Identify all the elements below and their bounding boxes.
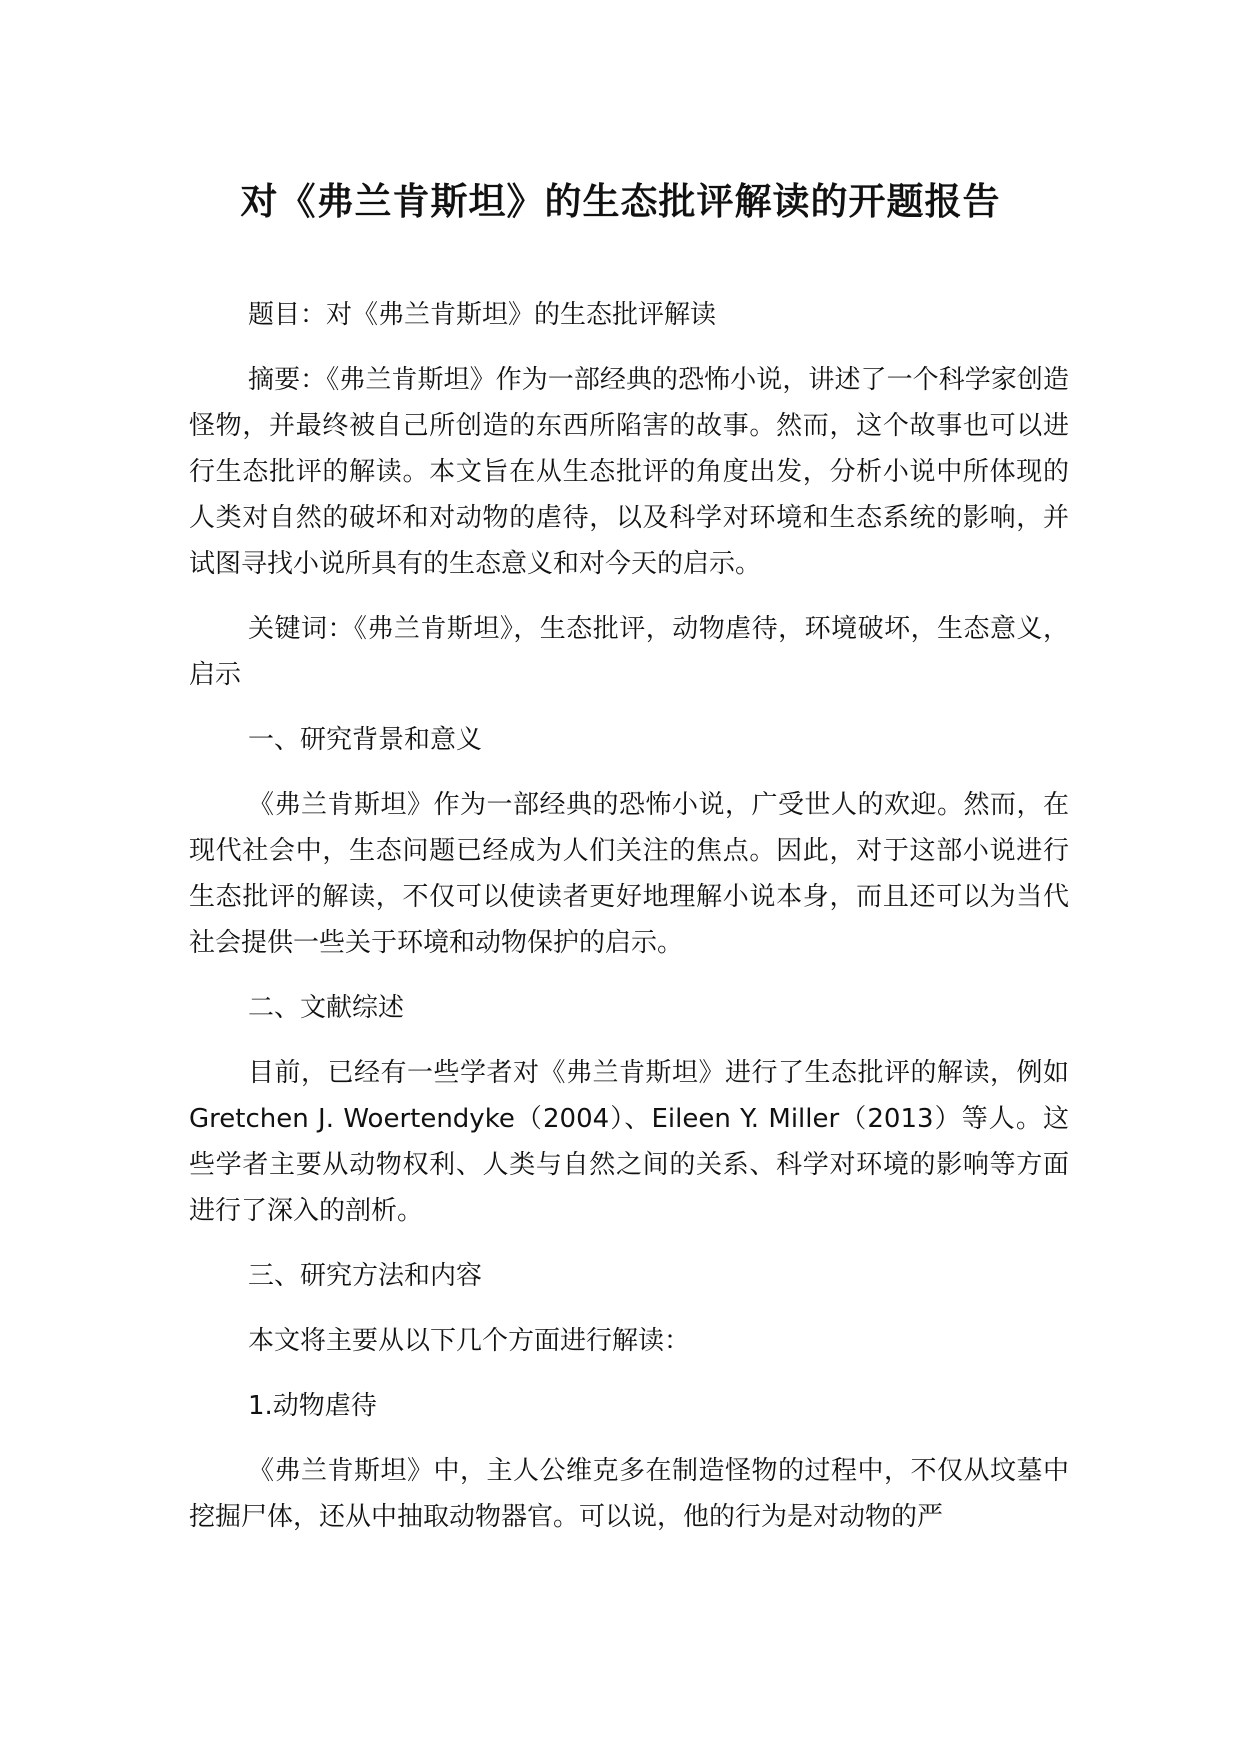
subsection-heading-animal-abuse: 1.动物虐待 xyxy=(248,1391,377,1421)
paragraph-methods-intro: 本文将主要从以下几个方面进行解读： xyxy=(248,1326,691,1356)
section-heading-methods: 三、研究方法和内容 xyxy=(248,1261,483,1291)
paragraph-background: 《弗兰肯斯坦》作为一部经典的恐怖小说，广受世人的欢迎。然而，在现代社会中，生态问题已经成为人们关注的焦点。因此，对于这部小说进行生态批评的解读，不仅可以使读者更好地理解小说本身，而且还可以为当代社会提供一些关于环境和动物保护的启示。 xyxy=(189,790,1069,958)
paragraph-keywords: 关键词：《弗兰肯斯坦》，生态批评，动物虐待，环境破坏，生态意义，启示 xyxy=(189,614,1069,690)
document-title: 对《弗兰肯斯坦》的生态批评解读的开题报告 xyxy=(240,180,1001,223)
paragraph-animal-abuse: 《弗兰肯斯坦》中，主人公维克多在制造怪物的过程中，不仅从坟墓中挖掘尸体，还从中抽取动物器官。可以说，他的行为是对动物的严 xyxy=(189,1456,1069,1532)
section-heading-background: 一、研究背景和意义 xyxy=(248,725,483,755)
paragraph-literature: 目前，已经有一些学者对《弗兰肯斯坦》进行了生态批评的解读，例如 Gretchen J. Woertendyke（2004）、Eileen Y. Miller（2013）等人。这些学者主要从动物权利、人类与自然之间的关系、科学对环境的影响等方面进行了深入的剖析。 xyxy=(189,1058,1069,1226)
document-body xyxy=(189,292,1069,1559)
section-heading-literature: 二、文献综述 xyxy=(248,993,405,1023)
paragraph-abstract: 摘要：《弗兰肯斯坦》作为一部经典的恐怖小说，讲述了一个科学家创造怪物，并最终被自己所创造的东西所陷害的故事。然而，这个故事也可以进行生态批评的解读。本文旨在从生态批评的角度出发，分析小说中所体现的人类对自然的破坏和对动物的虐待，以及科学对环境和生态系统的影响，并试图寻找小说所具有的生态意义和对今天的启示。 xyxy=(189,365,1069,579)
paragraph-topic: 题目：对《弗兰肯斯坦》的生态批评解读 xyxy=(248,300,717,330)
